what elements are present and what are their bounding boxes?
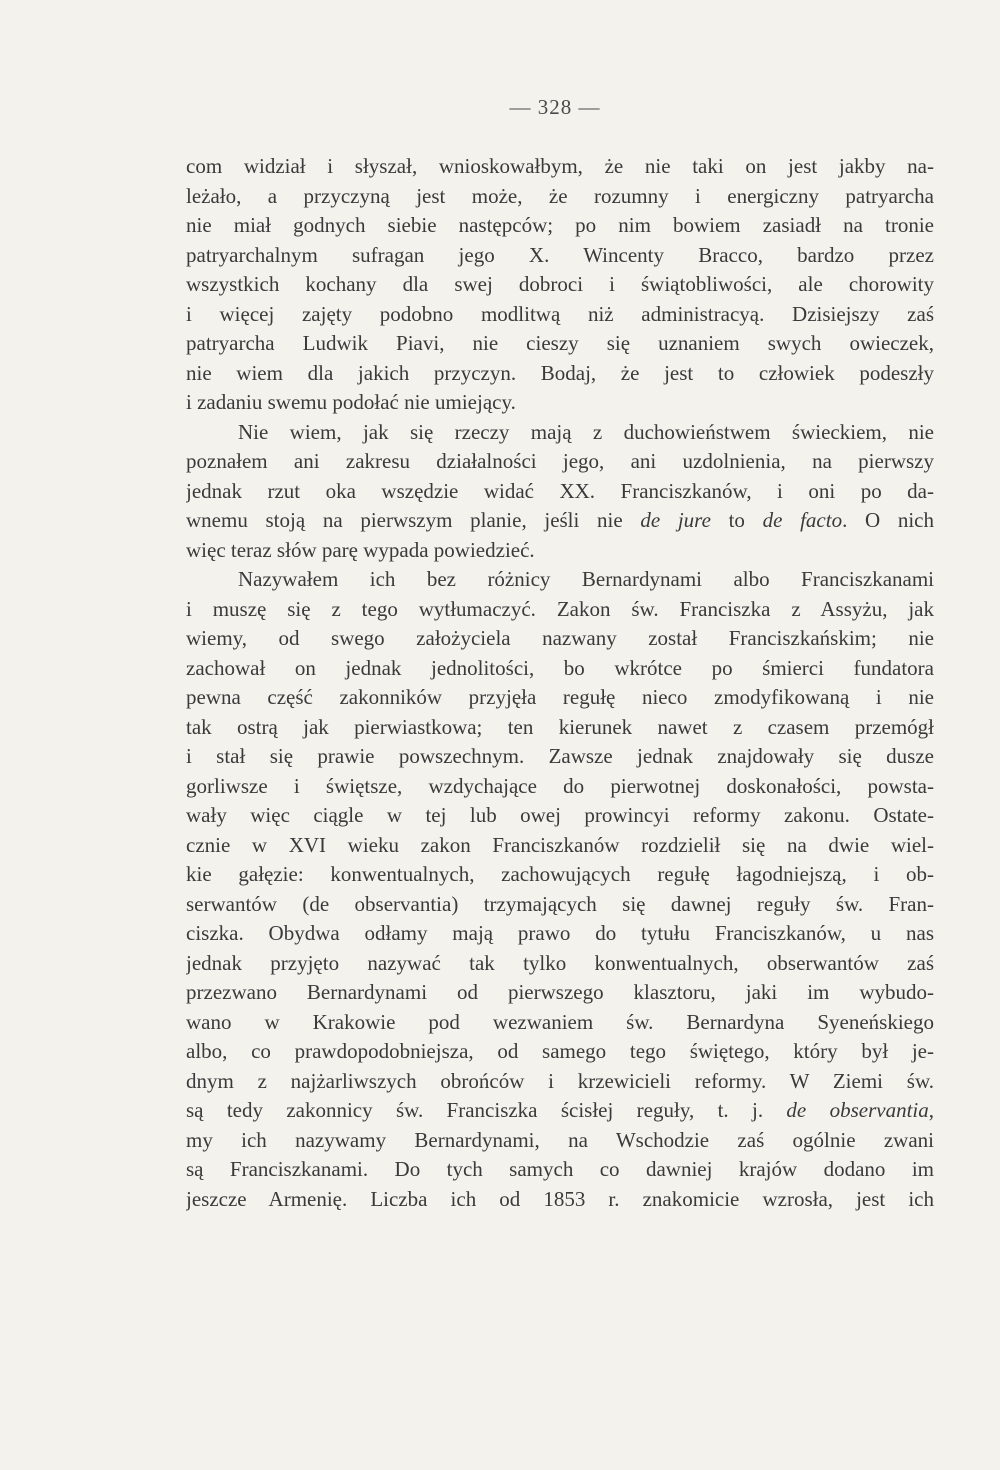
text-line: wiemy, od swego założyciela nazwany został Franciszkańskim; nie — [186, 626, 934, 650]
text-line: pewna część zakonników przyjęła regułę nieco zmodyfikowaną i nie — [186, 685, 934, 709]
text-run: , — [928, 1098, 934, 1122]
text-run: wnemu stoją na pierwszym planie, jeśli nie — [186, 508, 641, 532]
text-line: my ich nazywamy Bernardynami, na Wschodzie zaś ogólnie zwani — [186, 1127, 934, 1152]
page-number: — 328 — — [509, 95, 601, 119]
text-line: gorliwsze i świętsze, wzdychające do pierwotnej doskonałości, powsta- — [186, 773, 934, 798]
text-line: wały więc ciągle w tej lub owej prowincyi reformy zakonu. Ostate- — [186, 803, 934, 827]
text-line: i więcej zajęty podobno modlitwą niż administracyą. Dzisiejszy zaś — [186, 301, 934, 326]
text-line: com widział i słyszał, wnioskowałbym, że nie taki on jest jakby na- — [186, 154, 934, 178]
text-line: tak ostrą jak pierwiastkowa; ten kierunek nawet z czasem przemógł — [186, 714, 934, 739]
text-line: poznałem ani zakresu działalności jego, ani uzdolnienia, na pierwszy — [186, 449, 934, 473]
text-line: jeszcze Armenię. Liczba ich od 1853 r. znakomicie wzrosła, jest ich — [186, 1186, 934, 1211]
text-line: ciszka. Obydwa odłamy mają prawo do tytułu Franciszkanów, u nas — [186, 921, 934, 945]
text-line: kie gałęzie: konwentualnych, zachowujących regułę łagodniejszą, i ob- — [186, 862, 934, 886]
italic-term: de facto — [762, 508, 843, 532]
text-line: nie wiem dla jakich przyczyn. Bodaj, że jest to człowiek podeszły — [186, 360, 934, 385]
text-line: patryarcha Ludwik Piavi, nie cieszy się uznaniem swych owieczek, — [186, 331, 934, 355]
text-run: . O nich — [842, 508, 934, 532]
text-line: i zadaniu swemu podołać nie umiejący. — [186, 390, 516, 414]
text-run: to — [710, 508, 763, 532]
text-line: patryarchalnym sufragan jego X. Wincenty Bracco, bardzo przez — [186, 242, 934, 267]
text-line: wszystkich kochany dla swej dobroci i świątobliwości, ale chorowity — [186, 272, 934, 296]
text-line: są Franciszkanami. Do tych samych co dawniej krajów dodano im — [186, 1157, 934, 1181]
paragraph-start-line: Nie wiem, jak się rzeczy mają z duchowieństwem świeckiem, nie — [238, 419, 934, 444]
italic-term: de observantia — [786, 1098, 929, 1122]
text-line: zachował on jednak jednolitości, bo wkrótce po śmierci fundatora — [186, 655, 934, 680]
text-line: wano w Krakowie pod wezwaniem św. Bernardyna Syeneńskiego — [186, 1009, 934, 1034]
text-line: cznie w XVI wieku zakon Franciszkanów rozdzielił się na dwie wiel- — [186, 832, 934, 857]
text-line: jednak przyjęto nazywać tak tylko konwentualnych, obserwantów zaś — [186, 950, 934, 975]
text-line: i muszę się z tego wytłumaczyć. Zakon św. Franciszka z Assyżu, jak — [186, 596, 934, 621]
text-line: więc teraz słów parę wypada powiedzieć. — [186, 537, 535, 562]
text-line: nie miał godnych siebie następców; po nim bowiem zasiadł na tronie — [186, 213, 934, 237]
text-line-with-italics — [186, 506, 934, 536]
italic-term: de jure — [640, 508, 711, 532]
text-run: są tedy zakonnicy św. Franciszka ścisłej reguły, t. j. — [186, 1098, 787, 1122]
text-line: dnym z najżarliwszych obrońców i krzewicieli reformy. W Ziemi św. — [186, 1068, 934, 1093]
text-line: i stał się prawie powszechnym. Zawsze jednak znajdowały się dusze — [186, 744, 934, 768]
text-line: przezwano Bernardynami od pierwszego klasztoru, jaki im wybudo- — [186, 980, 934, 1004]
text-line: leżało, a przyczyną jest może, że rozumny i energiczny patryarcha — [186, 183, 934, 208]
text-line: serwantów (de observantia) trzymających się dawnej reguły św. Fran- — [186, 891, 934, 916]
body-text — [186, 152, 934, 1214]
text-line: albo, co prawdopodobniejsza, od samego tego świętego, który był je- — [186, 1039, 934, 1063]
text-line-with-italics — [186, 1096, 934, 1126]
text-line: jednak rzut oka wszędzie widać XX. Franciszkanów, i oni po da- — [186, 478, 934, 503]
paragraph-start-line: Nazywałem ich bez różnicy Bernardynami albo Franciszkanami — [238, 567, 934, 591]
